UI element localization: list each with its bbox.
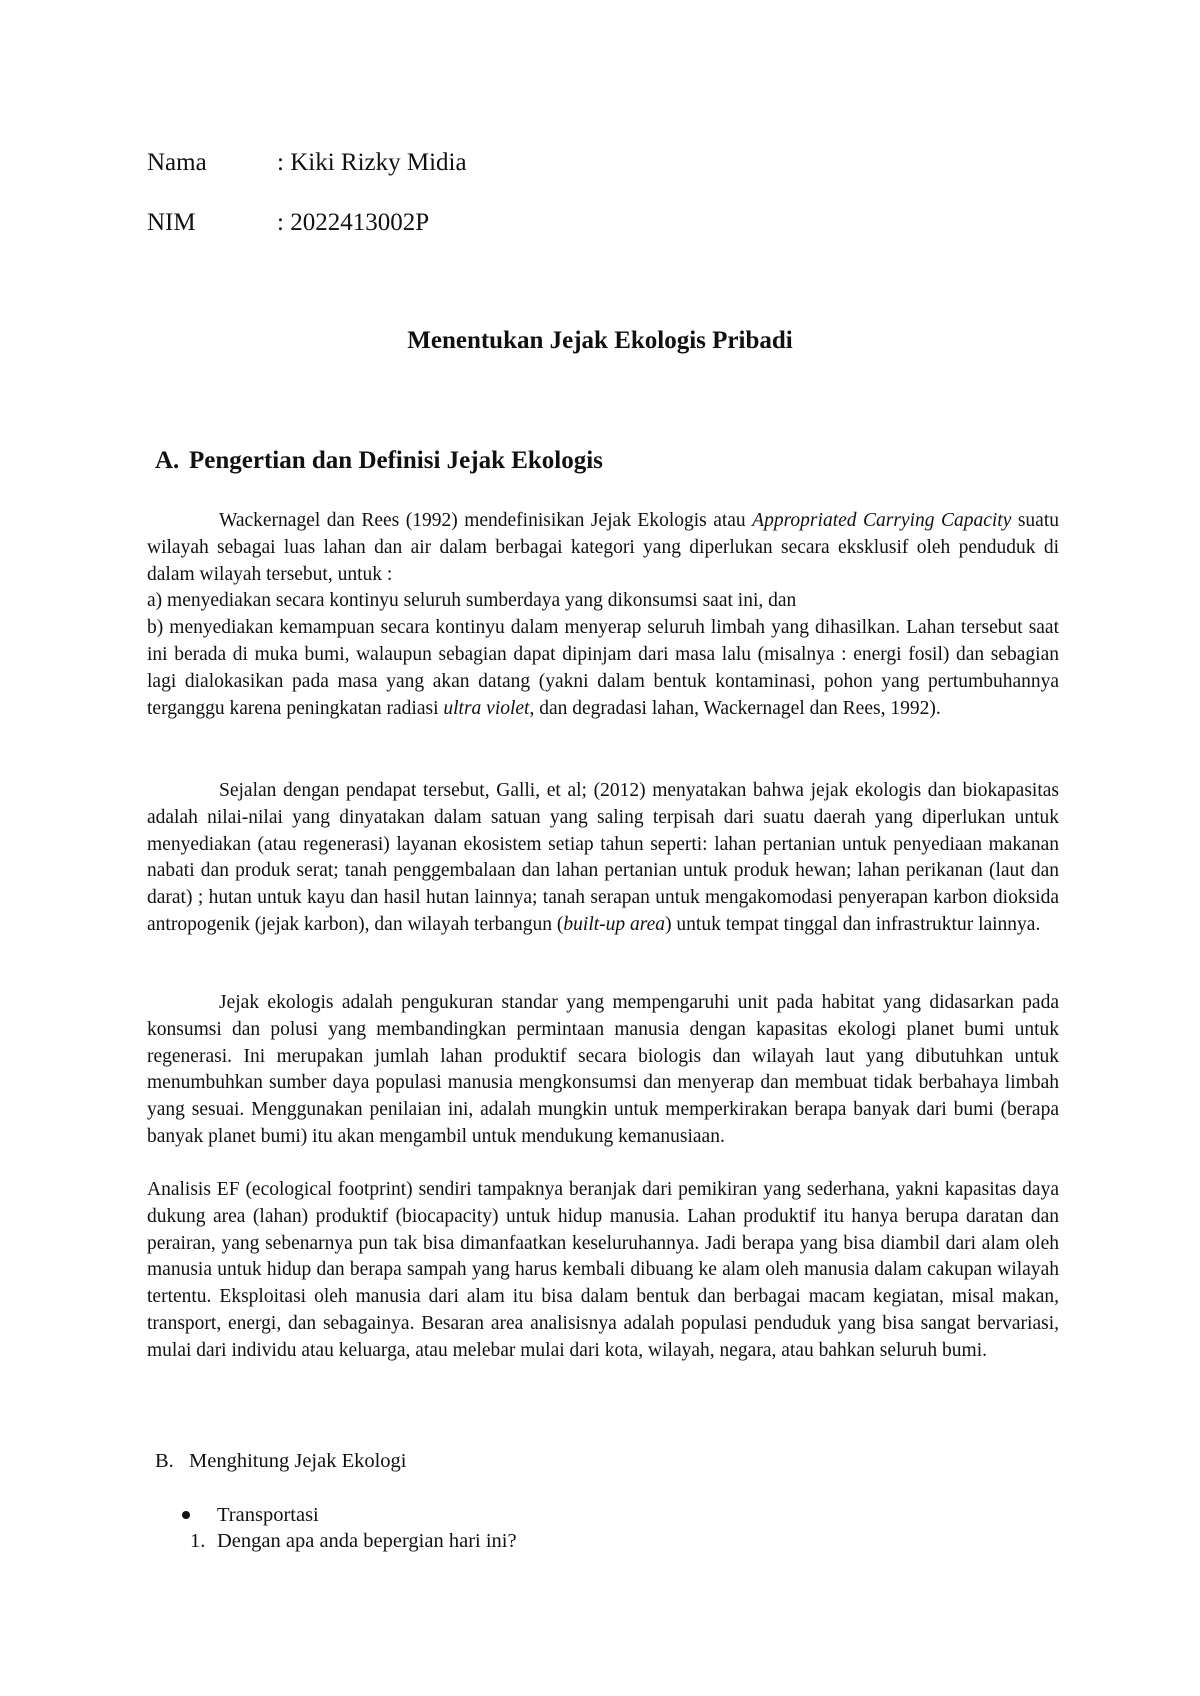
bullet-text: Transportasi [217,1504,319,1526]
paragraph-text: Lahan tersebut saat ini berada di muka bumi, walaupun sebagian dapat dipinjam dari masa lalu (misalnya : energi fosil) dan sebagian lagi dialokasikan pada masa yang akan datang (yakni dalam bentuk kontaminasi, pohon yang pertumbuhannya terganggu karena peningkatan radiasi [147,617,1060,719]
name-label: Nama [147,149,207,176]
paragraph-galli [147,778,1059,939]
name-value: : Kiki Rizky Midia [277,149,467,176]
item-text: Dengan apa anda bepergian hari ini? [217,1530,517,1552]
document-title: Menentukan Jejak Ekologis Pribadi [407,327,793,354]
paragraph-analisis-ef: Analisis EF (ecological footprint) sendiri tampaknya beranjak dari pemikiran yang sederhana, yakni kapasitas daya dukung area (lahan) produktif (biocapacity) untuk hidup manusia. Lahan produktif itu hanya berupa daratan dan perairan, yang sebenarnya pun tak bisa dimanfaatkan keseluruhannya. Jadi berapa yang bisa diambil dari alam oleh manusia untuk hidup dan berapa sampah yang harus kembali dibuang ke alam oleh manusia dalam cakupan wilayah tertentu. Eksploitasi oleh manusia dari alam itu bisa dalam bentuk dan berbagai macam kegiatan, misal makan, transport, energi, dan sebagainya. Besaran area analisisnya adalah populasi penduduk yang bisa sangat bervariasi, mulai dari individu atau keluarga, atau melebar mulai dari kota, wilayah, negara, atau bahkan seluruh bumi. [147,1179,1059,1361]
paragraph-text: Wackernagel dan Rees (1992) mendefinisikan Jejak Ekologis atau [219,510,753,531]
paragraph-text: suatu wilayah sebagai luas lahan dan air dalam berbagai kategori yang diperlukan secara eksklusif oleh penduduk di dalam wilayah tersebut, untuk : [147,510,1059,585]
italic-term: ultra violet [443,697,530,719]
nim-value: : 2022413002P [277,209,430,236]
italic-term: built-up area [563,913,666,935]
paragraph-text: , dan degradasi lahan, Wackernagel dan Rees, 1992). [529,697,941,719]
nim-label: NIM [147,209,196,236]
item-number: 1. [190,1530,206,1552]
section-b-marker: B. [155,1450,174,1472]
list-item-a: a) menyediakan secara kontinyu seluruh sumberdaya yang dikonsumsi saat ini, dan [147,590,797,612]
italic-term: Appropriated Carrying Capacity [752,510,1012,531]
section-a-marker: A. [155,447,180,474]
section-b-title: Menghitung Jejak Ekologi [189,1450,407,1472]
paragraph-text: Sejalan dengan pendapat tersebut, Galli, et al; (2012) menyatakan bahwa jejak ekologis dan biokapasitas adalah nilai-nilai yang dinyatakan dalam satuan yang saling terpisah dari suatu daerah yang diperlukan untuk menyediakan (atau regenerasi) layanan ekosistem setiap tahun seperti: lahan pertanian untuk penyediaan makanan nabati dan produk serat; tanah penggembalaan dan lahan pertanian untuk produk hewan; lahan perikanan (laut dan darat) ; hutan untuk kayu dan hasil hutan lainnya; tanah serapan untuk mengakomodasi penyerapan karbon dioksida antropogenik (jejak karbon), dan wilayah terbangun ( [147,780,1059,935]
bullet-icon [182,1511,190,1519]
section-a-heading [155,445,603,477]
list-item-b: b) menyediakan kemampuan secara kontinyu dalam menyerap seluruh limbah yang dihasilkan. [147,617,901,639]
paragraph-definition [147,508,1059,722]
paragraph-text: Jejak ekologis adalah pengukuran standar yang mempengaruhi unit pada habitat yang didasarkan pada konsumsi dan polusi yang membandingkan permintaan manusia dengan kapasitas ekologi planet bumi untuk regenerasi. Ini merupakan jumlah lahan produktif secara biologis dan wilayah laut yang dibutuhkan untuk menumbuhkan sumber daya populasi manusia mengkonsumsi dan menyerap dan membuat tidak berbahaya limbah yang sesuai. Menggunakan penilaian ini, adalah mungkin untuk memperkirakan berapa banyak dari bumi (berapa banyak planet bumi) itu akan mengambil untuk mendukung kemanusiaan. [147,992,1059,1147]
paragraph-jejak-ekologis [147,990,1059,1151]
paragraph-text: ) untuk tempat tinggal dan infrastruktur lainnya. [665,913,1041,935]
section-b-heading [155,1447,407,1475]
section-a-title: Pengertian dan Definisi Jejak Ekologis [189,447,603,474]
